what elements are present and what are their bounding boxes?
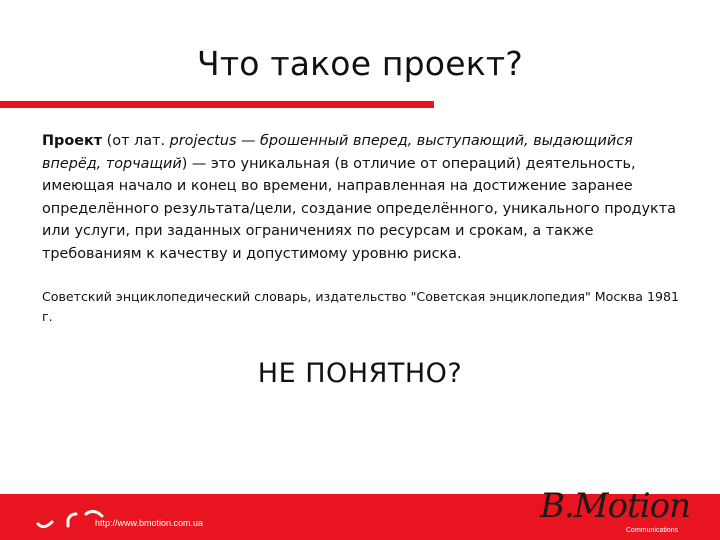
title-underline [0,101,434,108]
definition-part1: (от лат. [102,133,170,149]
footer-brand: B.Motion [540,486,690,526]
footer-bar [0,486,720,540]
footer-url[interactable]: http://www.bmotion.com.ua [95,518,204,528]
definition-part2: ) — это уникальная (в отличие от операций) деятельность, имеющая начало и конец во времени, направленная на достижение заранее определённого результата/цели, создание определённого, уникального продукта или услуги, при заданных ограничениях по ресурсам и срокам, а также требованиям к качеству и допустимому уровню риска. [42,155,676,262]
definition-paragraph [42,130,692,265]
slide-title: Что такое проект? [197,44,523,83]
definition-latin: projectus — брошенный вперед, выступающий, выдающийся вперёд, торчащий [42,133,633,172]
source-citation: Советский энциклопедический словарь, издательство "Советская энциклопедия" Москва 1981 г. [42,289,680,324]
footer-brand-sub: Communications [626,527,679,534]
question-text: НЕ ПОНЯТНО? [257,358,463,389]
definition-term: Проект [42,133,103,149]
